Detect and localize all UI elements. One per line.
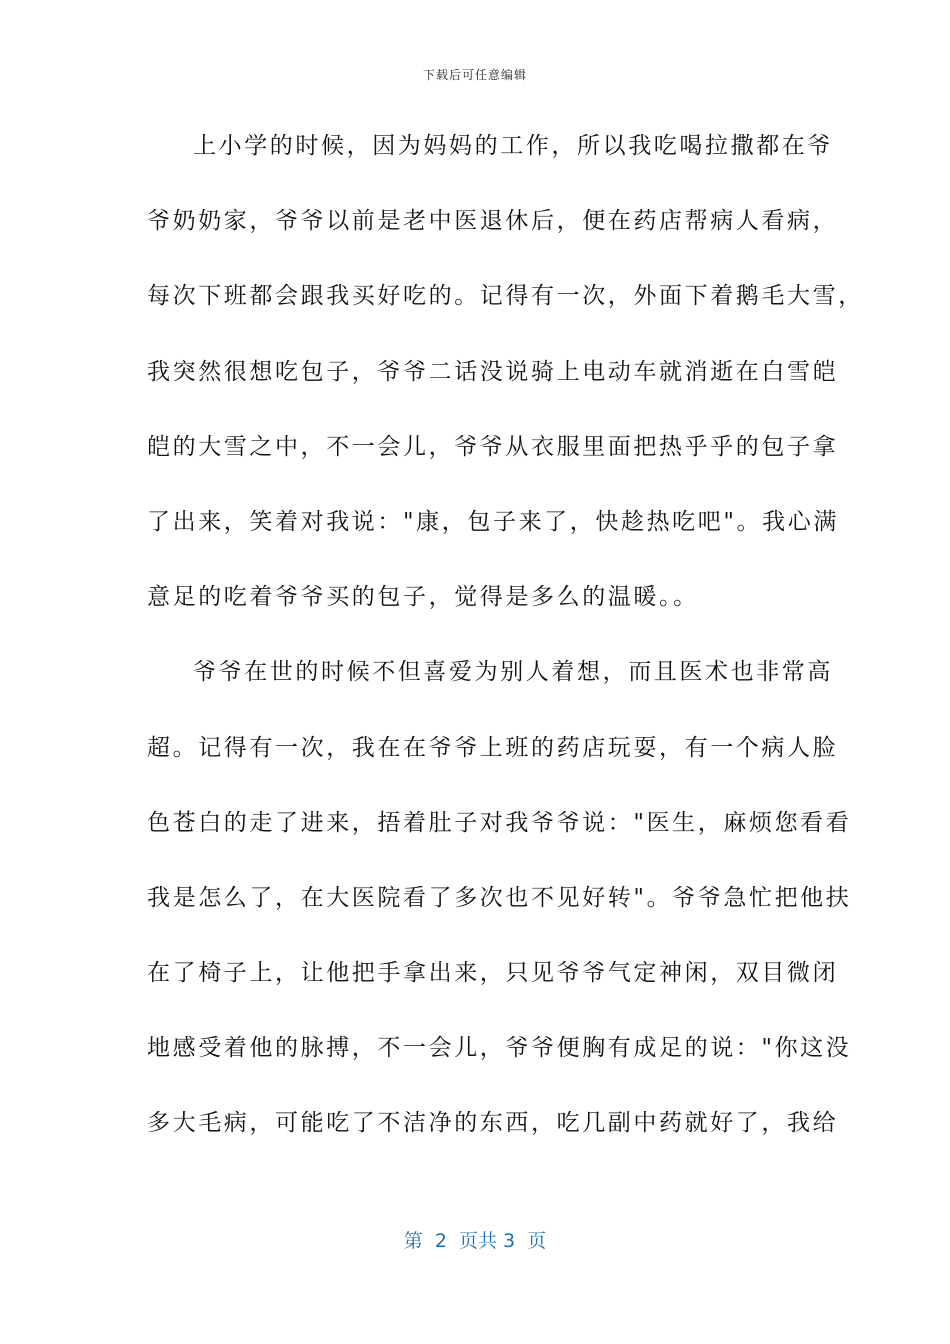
paragraph-1-line-3: 每次下班都会跟我买好吃的。记得有一次，外面下着鹅毛大雪， <box>147 283 864 310</box>
document-body <box>147 118 864 1171</box>
paragraph-2-line-6: 地感受着他的脉搏，不一会儿，爷爷便胸有成足的说："你这没 <box>147 1035 852 1062</box>
paragraph-1-line-1: 上小学的时候，因为妈妈的工作，所以我吃喝拉撒都在爷 <box>193 133 833 159</box>
paragraph-1-line-7: 意足的吃着爷爷买的包子，觉得是多么的温暖。。 <box>147 584 699 611</box>
paragraph-1-line-2: 爷奶奶家，爷爷以前是老中医退休后，便在药店帮病人看病， <box>147 208 839 235</box>
page-number-footer: 第 2 页共 3 页 <box>403 1230 547 1252</box>
paragraph-2-line-3: 色苍白的走了进来，捂着肚子对我爷爷说："医生，麻烦您看看 <box>147 809 852 836</box>
paragraph-1-line-5: 皑的大雪之中，不一会儿，爷爷从衣服里面把热乎乎的包子拿 <box>147 433 839 460</box>
paragraph-2-line-4: 我是怎么了，在大医院看了多次也不见好转"。爷爷急忙把他扶 <box>147 884 852 911</box>
paragraph-1-line-4: 我突然很想吃包子，爷爷二话没说骑上电动车就消逝在白雪皑 <box>147 358 839 385</box>
paragraph-2-line-7: 多大毛病，可能吃了不洁净的东西，吃几副中药就好了，我给 <box>147 1110 839 1137</box>
paragraph-2-line-5: 在了椅子上，让他把手拿出来，只见爷爷气定神闲，双目微闭 <box>147 960 839 987</box>
paragraph-2-line-2: 超。记得有一次，我在在爷爷上班的药店玩耍，有一个病人脸 <box>147 734 839 761</box>
page-header: 下载后可任意编辑 <box>422 68 527 82</box>
paragraph-2-line-1: 爷爷在世的时候不但喜爱为别人着想，而且医术也非常高 <box>193 659 833 686</box>
paragraph-1-line-6: 了出来，笑着对我说："康，包子来了，快趁热吃吧"。我心满 <box>147 508 839 535</box>
